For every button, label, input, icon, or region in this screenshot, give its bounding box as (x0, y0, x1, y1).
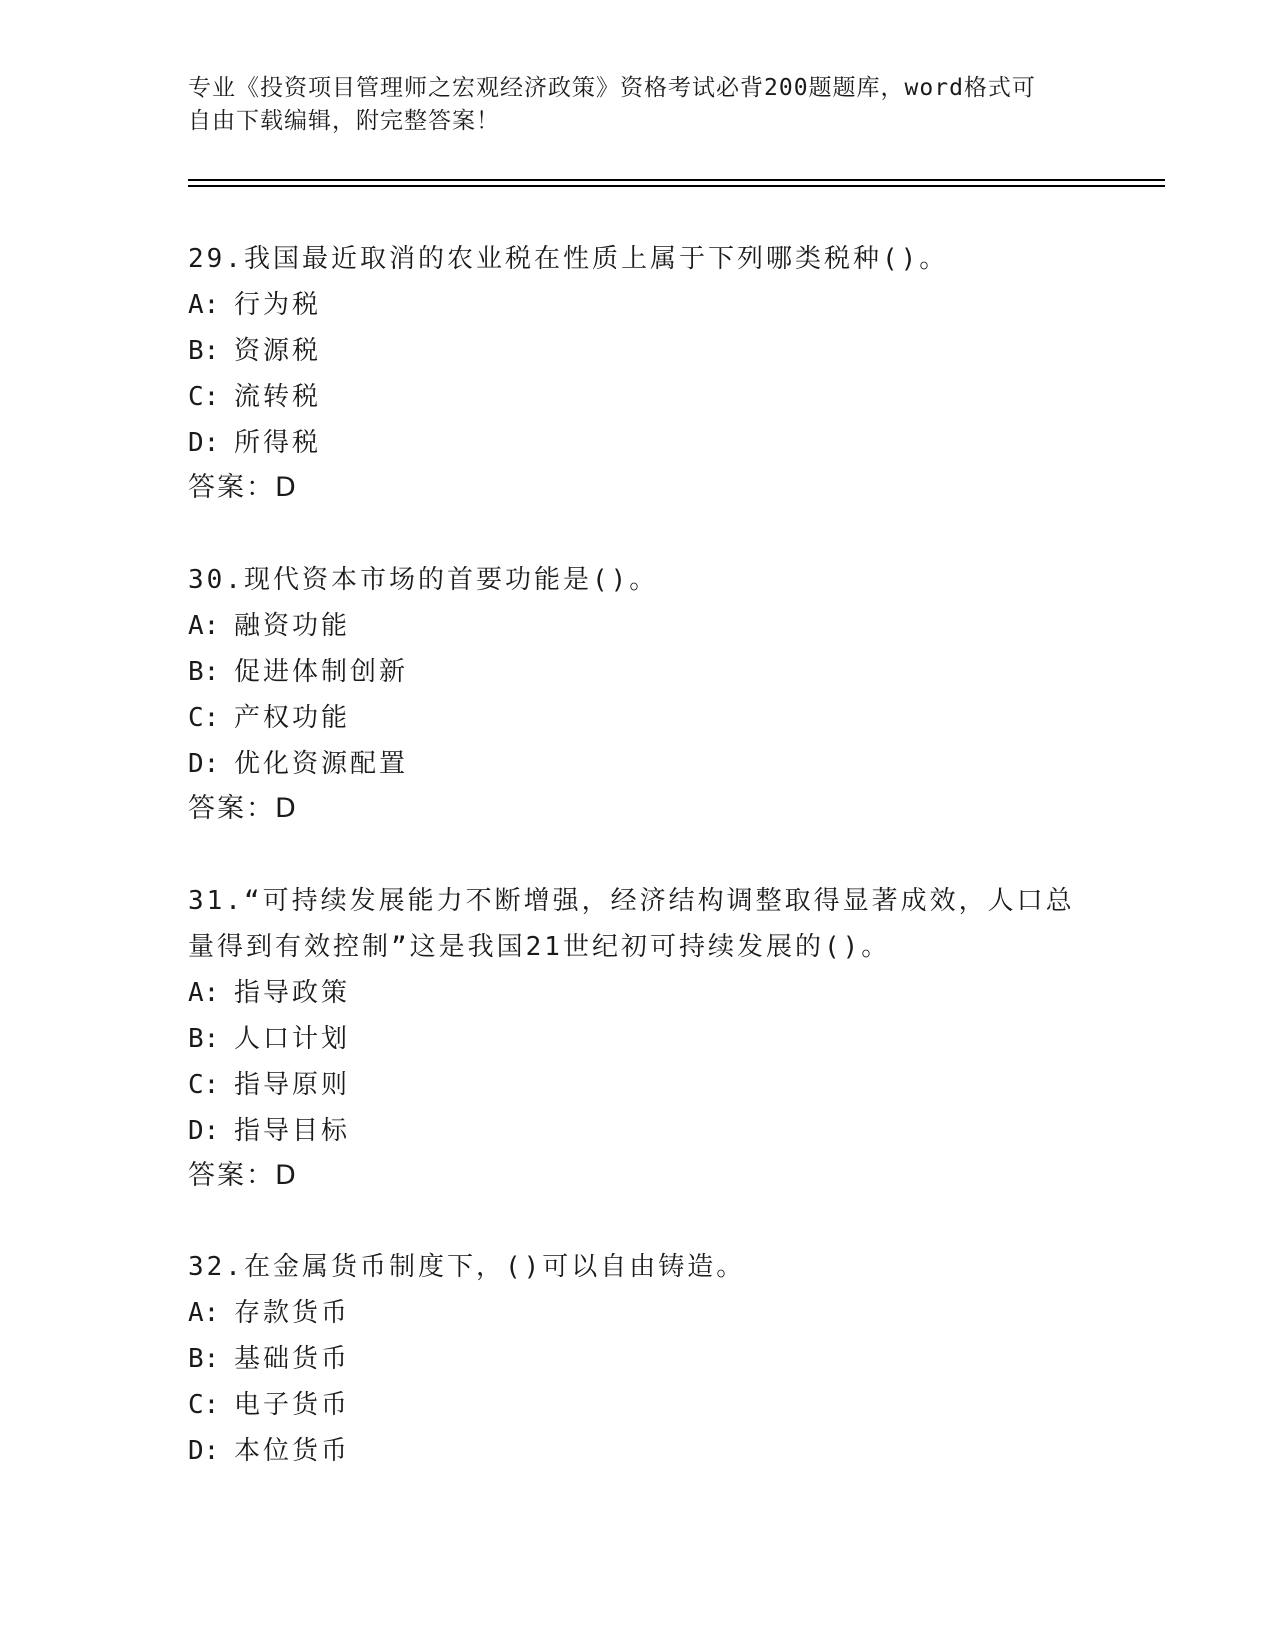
option-letter: D: (188, 428, 220, 458)
option-b (188, 649, 1088, 695)
option-letter: C: (188, 703, 220, 733)
header-divider-bottom (188, 185, 1165, 187)
question-stem: 30.现代资本市场的首要功能是()。 (188, 565, 659, 595)
option-letter: D: (188, 1116, 220, 1146)
option-text: 指导原则 (234, 1070, 351, 1100)
option-letter: C: (188, 382, 220, 412)
option-d (188, 741, 1088, 787)
option-letter: B: (188, 1344, 220, 1374)
option-letter: C: (188, 1390, 220, 1420)
option-text: 优化资源配置 (234, 749, 409, 779)
option-c (188, 374, 1088, 420)
option-text: 存款货币 (234, 1298, 351, 1328)
option-d (188, 1428, 1088, 1474)
header-divider-top (188, 179, 1165, 181)
option-text: 行为税 (234, 290, 322, 320)
option-text: 融资功能 (234, 611, 351, 641)
question-stem: 31.“可持续发展能力不断增强，经济结构调整取得显著成效，人口总量得到有效控制”这是我国21世纪初可持续发展的()。 (188, 886, 1075, 962)
option-d (188, 420, 1088, 466)
option-a (188, 603, 1088, 649)
option-text: 流转税 (234, 382, 322, 412)
question-stem: 29.我国最近取消的农业税在性质上属于下列哪类税种()。 (188, 244, 949, 274)
question-30 (188, 557, 1088, 831)
option-text: 产权功能 (234, 703, 351, 733)
option-a (188, 282, 1088, 328)
document-header (188, 72, 1068, 138)
question-32 (188, 1244, 1088, 1474)
option-letter: B: (188, 657, 220, 687)
question-31 (188, 878, 1088, 1198)
option-letter: D: (188, 1436, 220, 1466)
answer-line: 答案：D (188, 793, 298, 824)
option-letter: A: (188, 1298, 220, 1328)
answer-line: 答案：D (188, 472, 298, 503)
option-text: 基础货币 (234, 1344, 351, 1374)
option-a (188, 1290, 1088, 1336)
option-text: 指导目标 (234, 1116, 351, 1146)
option-letter: A: (188, 290, 220, 320)
option-text: 电子货币 (234, 1390, 351, 1420)
option-text: 促进体制创新 (234, 657, 409, 687)
option-letter: C: (188, 1070, 220, 1100)
option-letter: B: (188, 336, 220, 366)
option-d (188, 1108, 1088, 1154)
option-letter: A: (188, 978, 220, 1008)
question-stem: 32.在金属货币制度下，()可以自由铸造。 (188, 1252, 746, 1282)
option-b (188, 1336, 1088, 1382)
option-letter: B: (188, 1024, 220, 1054)
option-text: 资源税 (234, 336, 322, 366)
option-c (188, 695, 1088, 741)
option-b (188, 1016, 1088, 1062)
option-c (188, 1062, 1088, 1108)
answer-line: 答案：D (188, 1160, 298, 1191)
option-letter: A: (188, 611, 220, 641)
option-text: 指导政策 (234, 978, 351, 1008)
option-text: 人口计划 (234, 1024, 351, 1054)
header-line-1: 专业《投资项目管理师之宏观经济政策》资格考试必背200题题库，word格式可 (188, 75, 1036, 101)
option-a (188, 970, 1088, 1016)
question-29 (188, 236, 1088, 510)
option-text: 所得税 (234, 428, 322, 458)
option-b (188, 328, 1088, 374)
option-text: 本位货币 (234, 1436, 351, 1466)
header-line-2: 自由下载编辑，附完整答案！ (188, 108, 500, 134)
option-c (188, 1382, 1088, 1428)
option-letter: D: (188, 749, 220, 779)
